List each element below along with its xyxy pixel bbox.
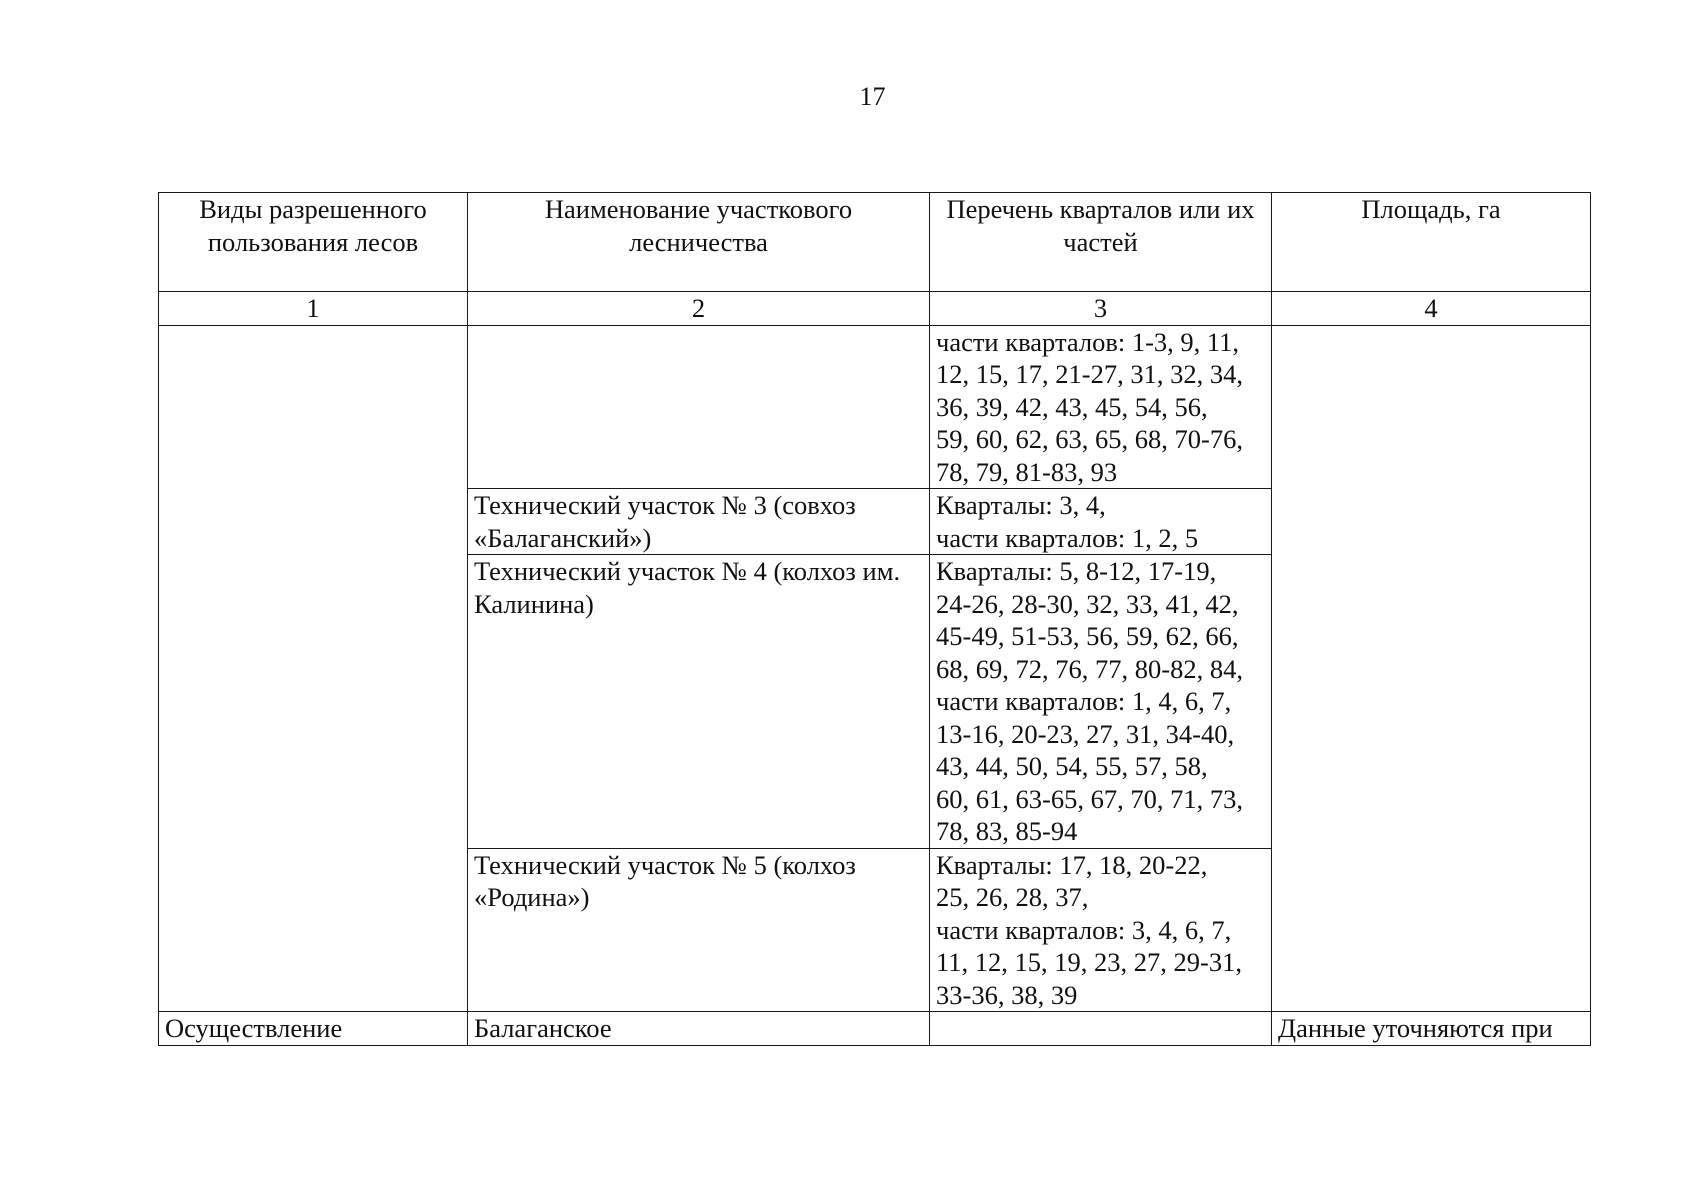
forestry-name-cell: Технический участок № 4 (колхоз им. Калинина): [468, 555, 930, 849]
header-area: Площадь, га: [1272, 193, 1591, 292]
header-quarters-list: Перечень кварталов или их частей: [930, 193, 1272, 292]
quarters-cell: Кварталы: 5, 8-12, 17-19, 24-26, 28-30, 32, 33, 41, 42, 45-49, 51-53, 56, 59, 62, 66, 68, 69, 72, 76, 77, 80-82, 84, части кварталов: 1, 4, 6, 7, 13-16, 20-23, 27, 31, 34-40, 43, 44, 50, 54, 55, 57, 58, 60, 61, 63-65, 67, 70, 71, 73, 78, 83, 85-94: [930, 555, 1272, 849]
forest-use-table: [158, 192, 1591, 1046]
quarters-cell: Кварталы: 17, 18, 20-22, 25, 26, 28, 37, части кварталов: 3, 4, 6, 7, 11, 12, 15, 19, 23, 27, 29-31, 33-36, 38, 39: [930, 848, 1272, 1012]
forestry-name-cell: Технический участок № 5 (колхоз «Родина»): [468, 848, 930, 1012]
page-number: 17: [859, 82, 886, 111]
use-type-cell-continued: [159, 325, 468, 1012]
column-number-2: 2: [468, 292, 930, 326]
table-header-row: [159, 193, 1591, 292]
table-row: [159, 325, 1591, 489]
quarters-cell: части кварталов: 1-3, 9, 11, 12, 15, 17, 21-27, 31, 32, 34, 36, 39, 42, 43, 45, 54, 56, 59, 60, 62, 63, 65, 68, 70-76, 78, 79, 81-83, 93: [930, 325, 1272, 489]
header-use-type: Виды разрешенного пользования лесов: [159, 193, 468, 292]
header-forestry-name: Наименование участкового лесничества: [468, 193, 930, 292]
forestry-name-cell: [468, 325, 930, 489]
column-number-row: [159, 292, 1591, 326]
column-number-1: 1: [159, 292, 468, 326]
quarters-cell: [930, 1012, 1272, 1046]
column-number-4: 4: [1272, 292, 1591, 326]
forestry-name-cell: Технический участок № 3 (совхоз «Балаганский»): [468, 489, 930, 555]
area-cell: Данные уточняются при: [1272, 1012, 1591, 1046]
quarters-cell: Кварталы: 3, 4, части кварталов: 1, 2, 5: [930, 489, 1272, 555]
column-number-3: 3: [930, 292, 1272, 326]
area-cell-continued: [1272, 325, 1591, 1012]
forestry-name-cell: Балаганское: [468, 1012, 930, 1046]
use-type-cell: Осуществление: [159, 1012, 468, 1046]
table-row-last: [159, 1012, 1591, 1046]
